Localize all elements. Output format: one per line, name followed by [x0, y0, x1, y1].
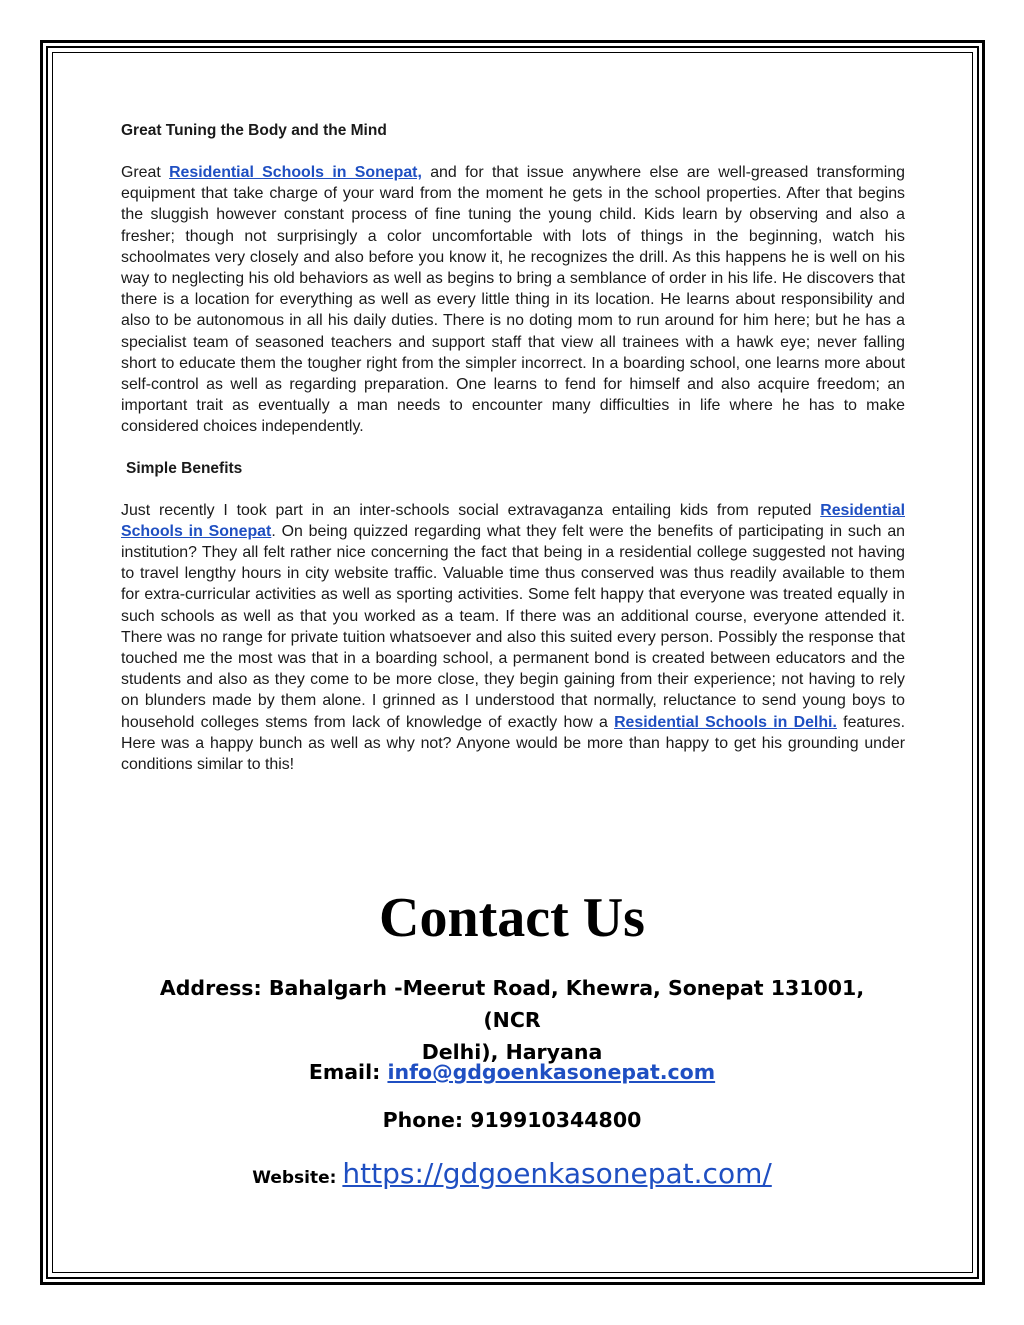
paragraph-benefits	[121, 500, 905, 776]
article-body	[121, 120, 905, 775]
contact-address	[130, 972, 894, 1068]
email-label: Email:	[308, 1060, 388, 1084]
email-link[interactable]: info@gdgoenkasonepat.com	[387, 1060, 716, 1084]
paragraph-text: features. Here was a happy bunch as well as why not? Anyone would be more than happy to get his grounding under conditions similar to this!	[121, 713, 906, 774]
paragraph-text: Just recently I took part in an inter-schools social extravaganza entailing kids from reputed	[121, 501, 821, 519]
link-residential-schools-sonepat-2[interactable]: Residential Schools in Sonepat	[121, 501, 905, 540]
section-heading-benefits: Simple Benefits	[126, 459, 243, 477]
contact-phone: Phone: 919910344800	[382, 1108, 642, 1132]
address-line-2: Delhi), Haryana	[421, 1040, 603, 1064]
paragraph-text: . On being quizzed regarding what they felt were the benefits of participating in such an institution? They all felt rather nice concerning the fact that being in a residential college suggested not having to travel lengthy hours in city website traffic. Valuable time thus conserved was thus readily available to them for extra-curricular activities as well as sporting activities. Some felt happy that everyone was treated equally in such schools as well as that you worked as a team. If there was an additional course, everyone attended it. There was no range for private tuition whatsoever and also this suited every person. Possibly the response that touched me the most was that in a boarding school, a permanent bond is created between educators and the students and also as they come to be more close, they begin gaining from their experience; not having to rely on blunders made by them alone. I grinned as I understood that normally, reluctance to send young boys to household colleges stems from lack of knowledge of exactly how a	[121, 522, 905, 731]
contact-email	[130, 1057, 894, 1087]
contact-title: Contact Us	[379, 887, 645, 949]
website-label: Website:	[252, 1168, 343, 1188]
paragraph-tuning	[121, 162, 905, 438]
paragraph-text: and for that issue anywhere else are well-greased transforming equipment that take charge of your ward from the moment he gets in the school properties. After that begins the sluggish however constant process of fine tuning the young child. Kids learn by observing and also a fresher; though not surprisingly a color uncomfortable with lots of things in the beginning, watch his schoolmates very closely and also before you know it, he recognizes the drill. As this happens he is well on his way to neglecting his old behaviors as well as begins to bring a semblance of order in his life. He discovers that there is a location for everything as well as every little thing in its location. He learns about responsibility and also to be autonomous in all his daily duties. There is no doting mom to run around for him here; but he has a specialist team of seasoned teachers and support staff that view all trainees with a hawk eye; never falling short to educate them the tougher right from the simpler incorrect. In a boarding school, one learns more about self-control as well as regarding preparation. One learns to fend for himself and also acquire freedom; an important trait as eventually a man needs to encounter many difficulties in life where he has to make considered choices independently.	[121, 164, 905, 436]
contact-website	[130, 1152, 894, 1200]
address-line-1: Address: Bahalgarh -Meerut Road, Khewra, Sonepat 131001, (NCR	[159, 976, 865, 1032]
link-residential-schools-delhi[interactable]: Residential Schools in Delhi.	[614, 713, 837, 731]
paragraph-text: Great	[121, 164, 170, 181]
website-link[interactable]: https://gdgoenkasonepat.com/	[342, 1157, 772, 1190]
link-residential-schools-sonepat[interactable]: Residential Schools in Sonepat,	[169, 164, 422, 181]
section-heading-tuning: Great Tuning the Body and the Mind	[121, 122, 387, 139]
